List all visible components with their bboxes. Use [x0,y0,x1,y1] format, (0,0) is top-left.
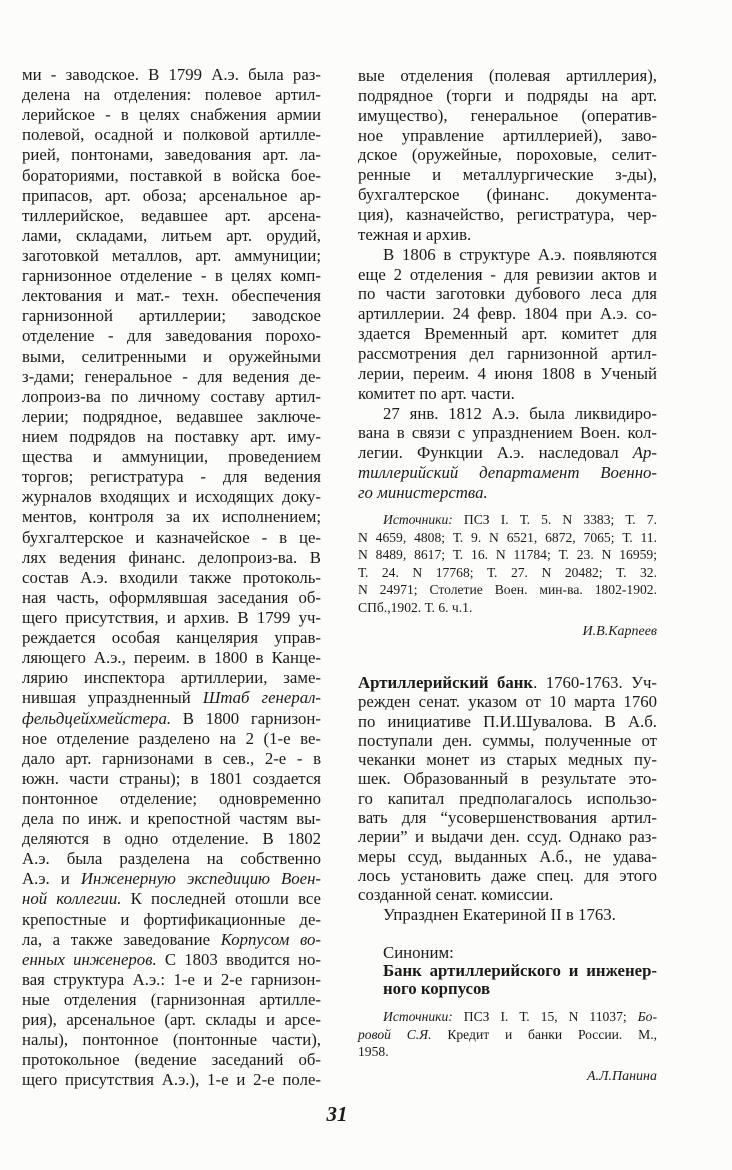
text-span: N 8489, 8617; Т. 16. N 11784; Т. 23. N 16959; [358,547,657,563]
text-line [22,568,321,588]
text-span: тиллерийское, ведавшее арт. арсена- [22,205,321,225]
text-line [22,326,321,346]
text-span: N 24971; Столетие Воен. мин-ва. 1802-1902. [358,582,657,598]
text-span: ляющего А.э., переим. в 1800 в Канце- [22,648,321,668]
text-line [22,668,321,688]
text-line [22,507,321,527]
text-line [22,789,321,809]
right-column-text [358,66,657,503]
text-line [358,344,657,364]
text-line [22,166,321,186]
text-span: гарнизонной артиллерии; заводское [22,306,321,326]
text-span: ренные и металлургические з-ды), [358,165,657,185]
text-line [358,106,657,126]
text-span: лось установить даже спец. для этого [358,865,657,885]
text-span: бораториями, поставкой в войска бое- [22,165,321,185]
text-span: еще 2 отделения - для ревизии актов и [358,264,657,284]
text-line [22,407,321,427]
text-line [22,588,321,608]
text-line [358,1008,657,1026]
text-line [22,206,321,226]
text-line [22,829,321,849]
text-span: дское (оружейные, пороховые, селит- [358,145,657,165]
text-line [22,709,321,729]
text-span: . 1760-1763. Уч- [533,673,657,692]
text-span: 1958. [358,1044,389,1060]
text-line [22,648,321,668]
text-line [22,85,321,105]
text-span: отделение - для заведования порохо- [22,326,321,346]
text-line [358,483,657,503]
text-line [358,962,657,980]
text-span: созданной сенат. комиссии. [358,885,554,905]
text-span: лях ведения финанс. делопроиз-ва. В [22,547,321,567]
text-line [358,599,657,617]
text-span: ментов, контроля за их исполнением; [22,507,321,527]
italic-text: Инженерную экспедицию Воен- [80,869,321,889]
text-line [358,145,657,165]
text-line [358,443,657,463]
text-span: го капитал предполагалось использо- [358,788,657,808]
text-line [22,769,321,789]
text-line [358,827,657,846]
text-span: з-дами; генеральное - для ведения де- [22,366,321,386]
text-line [358,529,657,547]
text-line [358,384,657,404]
text-span: ные отделения (гарнизонная артилле- [22,990,321,1010]
text-span: состав А.э. входили также протоколь- [22,567,321,587]
text-span: щего присутствия, и архив. В 1799 уч- [22,607,321,627]
text-line [358,847,657,866]
page-number: 31 [326,1102,348,1126]
text-line [22,608,321,628]
text-line [22,729,321,749]
text-span: лерии; подрядное, ведавшее заключе- [22,406,321,426]
text-line [358,885,657,904]
text-line [22,950,321,970]
text-span: понтонное отделение; одновременно [22,788,321,808]
author-signature: И.В.Карпеев [582,624,657,639]
text-line [22,889,321,909]
text-line [358,225,657,245]
text-line [358,66,657,86]
bold-heading: ного корпусов [383,979,491,998]
text-span: по инициативе П.И.Шувалова. В А.б. [358,711,657,731]
text-line [358,511,657,529]
text-line [22,809,321,829]
text-span: лерийское - в целях снабжения армии [22,105,321,125]
text-span: Т. 24. N 17768; Т. 27. N 20482; Т. 32. [358,564,657,580]
text-line [358,750,657,769]
text-line [22,186,321,206]
text-line [358,808,657,827]
text-span: вана в связи с упразднением Воен. кол- [358,423,657,443]
text-span: подрядное (торги и подряды на арт. [358,85,657,105]
italic-text: фельдцейхмейстера. [22,708,172,728]
text-line [22,125,321,145]
text-span: чеканки монет из старых медных пу- [358,750,657,770]
text-span: лярию инспектора артиллерии, заме- [22,668,321,688]
text-line [22,688,321,708]
text-span: легии. Функции А.э. наследовал [358,443,633,463]
text-span: меры ссуд, выданных А.б., не удава- [358,846,657,866]
italic-text: Источники: [383,512,453,527]
text-span: Кредит и банки России. М., [431,1026,657,1042]
text-line [22,990,321,1010]
text-span: по части заготовки дубового леса для [358,284,657,304]
text-line [22,910,321,930]
text-line [358,324,657,344]
text-span: заготовкой металлов, арт. аммуниции; [22,245,321,265]
text-span: бухгалтерское и казначейское - в це- [22,527,321,547]
text-span: ное управление артиллерией), заво- [358,125,657,145]
italic-text: го министерства. [358,483,488,503]
text-span: имущество), генеральное (оператив- [358,105,657,125]
italic-text: Корпусом во- [220,929,322,949]
sources-artillery-bank [358,1008,657,1061]
text-line [22,970,321,990]
text-line [22,246,321,266]
text-line [22,849,321,869]
text-span: деляются в одно отделение. В 1802 [22,829,321,849]
text-span: тежная и архив. [358,224,472,244]
text-span: лерии, переим. 4 июня 1808 в Ученый [358,363,657,383]
italic-text: Бо- [637,1009,657,1024]
text-span: лопроиз-ва по личному составу артил- [22,386,321,406]
text-line [22,226,321,246]
text-span: ция), казначейство, регистратура, чер- [358,205,657,225]
text-span: артиллерии. 24 февр. 1804 при А.э. со- [358,304,657,324]
text-line [22,487,321,507]
text-span: лами, складами, литьем арт. орудий, [22,225,321,245]
text-line [22,145,321,165]
text-span: дела по инж. и крепостной частям вы- [22,809,321,829]
text-line [358,404,657,424]
text-line [358,673,657,692]
text-line [22,367,321,387]
italic-text: ной коллегии. [22,889,122,909]
text-line [358,423,657,443]
text-span: А.э. и [22,869,81,889]
text-line [22,447,321,467]
text-line [358,304,657,324]
text-line [22,749,321,769]
text-line [358,905,657,924]
text-line [22,869,321,889]
text-line [358,769,657,788]
text-span: торгов; регистратура - для ведения [22,467,321,487]
text-line [22,1010,321,1030]
text-span: С 1803 вводится но- [156,949,321,969]
bold-heading: Артиллерийский банк [358,673,534,692]
text-line [22,930,321,950]
text-span: ная часть, оформлявшая заседания об- [22,587,321,607]
bold-heading: Банк артиллерийского и инженер- [383,961,657,980]
text-line [22,105,321,125]
text-span: комитет по арт. части. [358,383,515,403]
italic-text: ровой С.Я. [358,1026,432,1042]
text-span: ПСЗ I. Т. 15, N 11037; [452,1009,638,1024]
italic-text: енных инженеров. [22,949,157,969]
text-line [358,364,657,384]
text-line [358,712,657,731]
text-line [358,980,657,998]
text-span: А.э. была разделена на собственно [22,849,321,869]
text-line [358,463,657,483]
text-span: щего присутствия А.э.), 1-е и 2-е поле- [22,1070,321,1090]
text-line [358,245,657,265]
text-line [358,126,657,146]
text-span: ми - заводское. В 1799 А.э. была раз- [22,65,321,84]
text-span: вые отделения (полевая артиллерия), [358,66,657,85]
text-line [358,944,657,962]
text-span: К последней отошли все [121,889,321,909]
text-line [22,347,321,367]
text-span: Синоним: [383,943,454,962]
synonym-section [358,944,657,998]
author-signature: А.Л.Панина [586,1069,657,1084]
italic-text: тиллерийский департамент Военно- [358,463,657,483]
text-span: СПб.,1902. Т. 6. ч.1. [358,599,473,615]
text-span: поступали ден. суммы, полученные от [358,730,657,750]
text-span: В 1800 гарнизон- [171,708,321,728]
text-line [358,165,657,185]
text-line [358,581,657,599]
text-line [22,65,321,85]
text-line [358,185,657,205]
text-span: гарнизонное отделение - в целях комп- [22,266,321,286]
text-line [358,866,657,885]
entry-artillery-bank [358,673,657,924]
text-span: 27 янв. 1812 А.э. была ликвидиро- [383,403,657,423]
text-span: рассмотрения дел гарнизонной артил- [358,344,657,364]
text-span: делена на отделения: полевое артил- [22,85,321,105]
text-span: рия), арсенальное (арт. склады и арсе- [22,1010,321,1030]
text-span: вая структура А.э.: 1-е и 2-е гарнизон- [22,969,321,989]
text-span: вать для “усовершенствования артил- [358,808,657,828]
text-span: рией, понтонами, заведования арт. ла- [22,145,321,165]
text-line [22,1070,321,1090]
text-span: лерии” и выдачи ден. ссуд. Однако раз- [358,827,657,847]
text-line [22,306,321,326]
italic-text: Штаб генерал- [202,688,322,708]
text-span: лектования и мат.- техн. обеспечения [22,286,321,306]
text-span: ПСЗ I. Т. 5. N 3383; Т. 7. [452,512,657,527]
text-line [358,284,657,304]
text-line [22,467,321,487]
text-line [22,286,321,306]
text-span: ла, а также заведование [22,929,221,949]
italic-text: Ар- [632,443,657,463]
text-line [22,427,321,447]
text-span: режден сенат. указом от 10 марта 1760 [358,692,657,712]
text-span: выми, селитренными и оружейными [22,346,321,366]
text-span: полевой, осадной и полковой артилле- [22,125,321,145]
text-line [22,628,321,648]
text-span: журналов входящих и исходящих доку- [22,487,321,507]
text-span: щества и аммуниции, проведением [22,447,321,467]
text-line [358,731,657,750]
text-span: В 1806 в структуре А.э. появляются [383,244,657,264]
text-line [22,548,321,568]
text-line [22,1050,321,1070]
text-line [22,387,321,407]
text-span: южн. части страны); в 1801 создается [22,768,321,788]
text-span: Упразднен Екатериной II в 1763. [383,904,616,924]
text-span: N 4659, 4808; Т. 9. N 6521, 6872, 7065; Т. 11. [358,529,657,545]
text-span: налы), понтонное (понтонные части), [22,1030,321,1050]
text-line [358,1043,657,1061]
left-column-text [22,65,321,1091]
text-line [22,266,321,286]
text-line [358,546,657,564]
text-span: реждается особая канцелярия управ- [22,628,321,648]
italic-text: Источники: [383,1009,453,1024]
text-span: ное отделение разделено на 2 (1-е ве- [22,728,321,748]
text-span: бухгалтерское (финанс. документа- [358,185,657,205]
text-line [22,528,321,548]
sources-artillery-expedition [358,511,657,617]
text-line [22,1030,321,1050]
text-span: нившая упраздненный [22,688,203,708]
text-span: крепостные и фортификационные де- [22,909,321,929]
text-line [358,86,657,106]
text-span: нием подрядов на поставку арт. иму- [22,426,321,446]
text-line [358,789,657,808]
text-line [358,1026,657,1044]
text-span: припасов, арт. обоза; арсенальное ар- [22,185,321,205]
text-line [358,564,657,582]
text-span: дало арт. гарнизонами в сев., 2-е - в [22,748,321,768]
text-span: здается Временный арт. комитет для [358,324,657,344]
text-line [358,265,657,285]
text-span: шек. Образованный в результате это- [358,769,657,789]
text-span: протокольное (ведение заседаний об- [22,1050,321,1070]
text-line [358,205,657,225]
text-line [358,692,657,711]
